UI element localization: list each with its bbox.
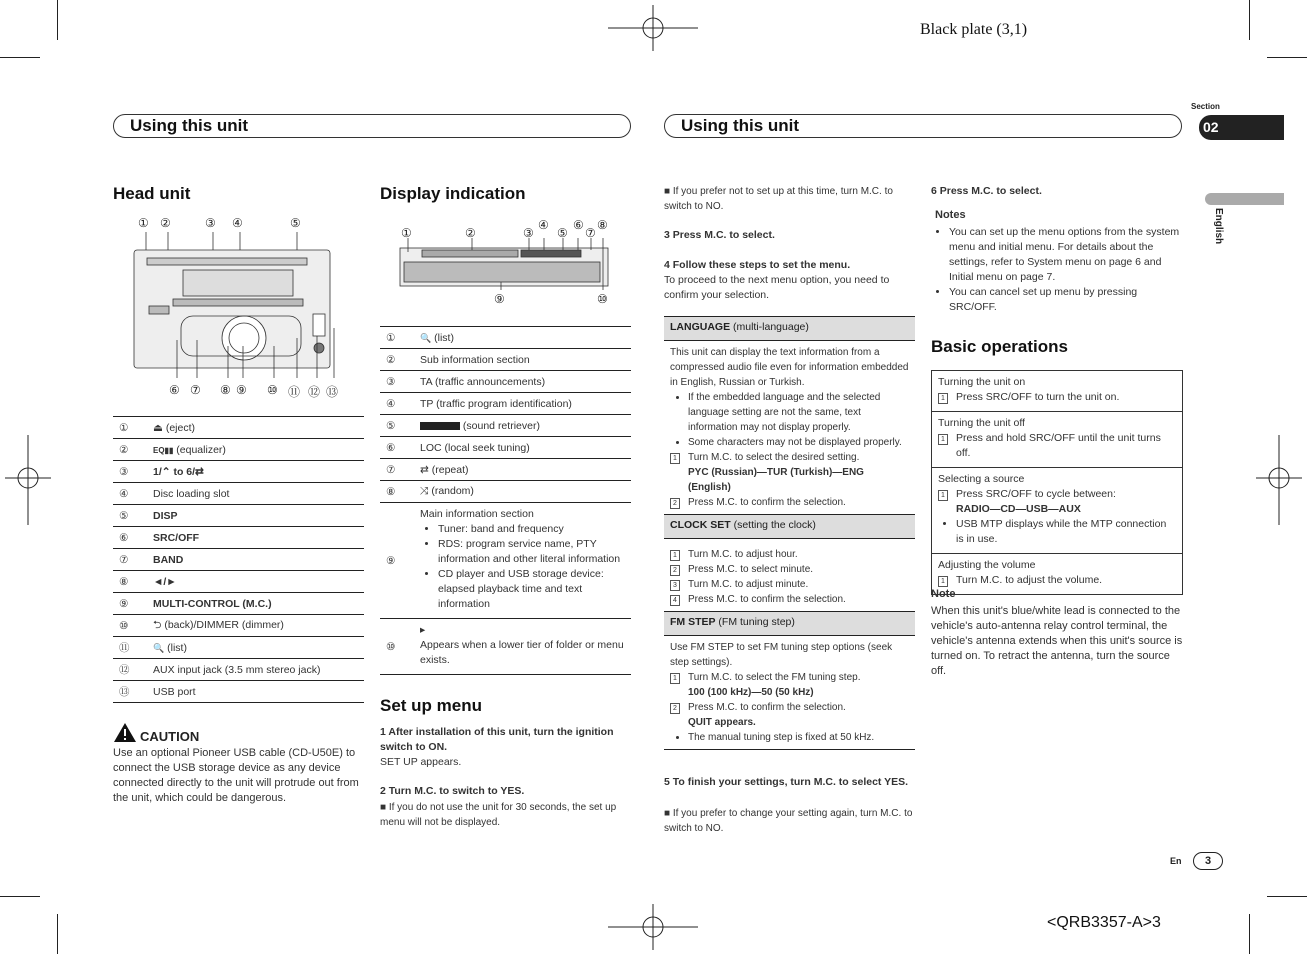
main-info-bullets: • Tuner: band and frequency • RDS: program service name, PTY information and other literal information • CD player and USB storage device: elapsed playback time and text information	[420, 522, 631, 612]
setup-note-top: ■ If you prefer not to set up at this time, turn M.C. to switch to NO.	[664, 186, 893, 212]
table-row: ⑬ USB port	[113, 681, 364, 703]
crop-mark	[1249, 914, 1250, 954]
display-indication-title: Display indication	[380, 184, 526, 203]
setup-step2: 2 Turn M.C. to switch to YES.	[380, 785, 525, 797]
display-items-table	[380, 326, 631, 675]
table-row: ② Sub information section	[380, 349, 631, 371]
section-number: 02	[1203, 119, 1219, 135]
callout: ⑧	[220, 383, 231, 397]
lower-tier-icon: ▸	[420, 624, 426, 636]
callout: ⑪	[288, 385, 301, 399]
callout: ⑬	[326, 385, 339, 399]
notes-list: • You can set up the menu options from the system menu and initial menu. For details about the settings, refer to System menu on page 6 and Initial menu on page 7. • You can cancel set up menu by pressing SRC/OFF.	[931, 225, 1181, 315]
crop-mark	[57, 0, 58, 40]
list-search-icon: 🔍	[420, 332, 432, 343]
head-unit-parts-table	[113, 416, 364, 703]
table-row: ① ⏏ (eject)	[113, 417, 364, 439]
left-page-header: Using this unit	[113, 114, 631, 138]
table-row: ⑨ MULTI-CONTROL (M.C.)	[113, 593, 364, 615]
basic-operations-box	[931, 370, 1183, 595]
crop-mark	[1267, 896, 1307, 897]
note-square-icon: ■	[664, 808, 673, 819]
language-heading: LANGUAGE (multi-language)	[664, 316, 915, 341]
table-row: ④ Disc loading slot	[113, 483, 364, 505]
setup-step2-note: ■ If you do not use the unit for 30 seconds, the set up menu will not be displayed.	[380, 802, 617, 828]
table-row: ⑫ AUX input jack (3.5 mm stereo jack)	[113, 659, 364, 681]
callout: ④	[538, 218, 549, 232]
registration-mark-left	[5, 435, 51, 525]
eject-icon: ⏏	[153, 421, 163, 434]
setup-step5: 5 To finish your settings, turn M.C. to select YES.	[664, 776, 909, 788]
sound-retriever-icon	[420, 422, 460, 430]
callout: ⑥	[573, 218, 584, 232]
callout: ②	[160, 216, 171, 230]
random-icon: ⤨	[420, 485, 429, 497]
callout: ⑤	[557, 226, 568, 240]
callout: ⑨	[236, 383, 247, 397]
setup-step4: 4 Follow these steps to set the menu.	[664, 259, 851, 271]
callout: ⑩	[267, 383, 278, 397]
callout: ⑥	[169, 383, 180, 397]
setup-step4-text: To proceed to the next menu option, you need to confirm your selection.	[664, 274, 890, 301]
equalizer-icon: EQ▮▮	[153, 445, 174, 455]
table-row: ⑦ ⇄ (repeat)	[380, 459, 631, 481]
main-info-title: Main information section	[420, 508, 534, 520]
caution-text: Use an optional Pioneer USB cable (CD-U50E) to connect the USB storage device as any device connected directly to the unit will protrude out from the unit, which could be dangerous.	[113, 747, 359, 804]
crop-mark	[1249, 0, 1250, 40]
table-row: ⑤ DISP	[113, 505, 364, 527]
table-row: ⑥ SRC/OFF	[113, 527, 364, 549]
clock-set-body: 1 Turn M.C. to adjust hour. 2 Press M.C. to select minute. 3 Turn M.C. to adjust minute. 4 Press M.C. to confirm the selection.	[664, 539, 915, 611]
registration-mark-right	[1256, 435, 1302, 525]
callout: ③	[205, 216, 216, 230]
note-title: Note	[931, 588, 956, 600]
language-body: This unit can display the text information from a compressed audio file even for information embedded in English, Russian or Turkish. • If the embedded language and the selected language setting are not the same, text information may not display properly. • Some characters may not be displayed properly. 1 Turn M.C. to select the desired setting. PYC (Russian)—TUR (Turkish)—ENG (English) 2 Press M.C. to confirm the selection.	[664, 341, 915, 514]
callout: ⑨	[494, 292, 505, 306]
table-row: ⑧ ◄/►	[113, 571, 364, 593]
repeat-icon: ⇄	[420, 463, 429, 476]
plate-label: Black plate (3,1)	[920, 21, 1028, 38]
set-up-menu-title: Set up menu	[380, 696, 483, 715]
table-row: ⑩ ⮌ (back)/DIMMER (dimmer)	[113, 615, 364, 637]
setup-step6: 6 Press M.C. to select.	[931, 185, 1042, 197]
page-language: En	[1170, 856, 1182, 866]
callout: ①	[401, 226, 412, 240]
table-row: ⑥ LOC (local seek tuning)	[380, 437, 631, 459]
registration-mark-bottom	[608, 904, 698, 950]
table-row: ⑪ 🔍 (list)	[113, 637, 364, 659]
caution-title: CAUTION	[140, 729, 200, 744]
section-tab	[1199, 115, 1284, 140]
head-unit-illustration	[133, 228, 343, 378]
table-row: ⑧ ⤨ (random)	[380, 481, 631, 503]
language-tab: English	[1213, 208, 1224, 245]
basic-op-select-source: Selecting a source 1 Press SRC/OFF to cycle between: RADIO—CD—USB—AUX • USB MTP displays while the MTP connection is in use.	[932, 468, 1182, 554]
table-row: ① 🔍 (list)	[380, 327, 631, 349]
basic-op-turn-on: Turning the unit on 1 Press SRC/OFF to turn the unit on.	[932, 371, 1182, 412]
caution-warning-icon	[113, 722, 137, 743]
basic-op-turn-off: Turning the unit off 1 Press and hold SRC/OFF until the unit turns off.	[932, 412, 1182, 468]
table-row: ⑨ Main information section • Tuner: band and frequency • RDS: program service name, PTY information and other literal information • CD player and USB storage device: elapsed playback time and text information	[380, 503, 631, 619]
basic-operations-title: Basic operations	[931, 337, 1068, 356]
callout: ③	[523, 226, 534, 240]
note-text: When this unit's blue/white lead is connected to the vehicle's auto-antenna relay control terminal, the vehicle's antenna extends when this unit's source is turned on. To retract the antenna, turn the source off.	[931, 605, 1183, 677]
setup-step5-note: ■ If you prefer to change your setting again, turn M.C. to switch to NO.	[664, 808, 913, 834]
document-code: <QRB3357-A>3	[1047, 914, 1161, 931]
table-row: ④ TP (traffic program identification)	[380, 393, 631, 415]
callout: ⑫	[308, 385, 321, 399]
clock-set-heading: CLOCK SET (setting the clock)	[664, 514, 915, 539]
crop-mark	[57, 914, 58, 954]
language-tab-bar	[1205, 193, 1284, 205]
table-row: ⑤ (sound retriever)	[380, 415, 631, 437]
crop-mark	[0, 896, 40, 897]
crop-mark	[0, 57, 40, 58]
notes-title: Notes	[935, 209, 966, 221]
basic-op-volume: Adjusting the volume 1 Turn M.C. to adjust the volume.	[938, 559, 1103, 586]
callout: ④	[232, 216, 243, 230]
callout: ⑤	[290, 216, 301, 230]
callout: ⑩	[597, 292, 608, 306]
table-row: ③ 1/⌃ to 6/⇄	[113, 461, 364, 483]
section-label: Section	[1191, 102, 1220, 111]
back-icon: ⮌	[153, 618, 162, 631]
crop-mark	[1267, 57, 1307, 58]
callout: ⑧	[597, 218, 608, 232]
table-row: ② EQ▮▮ (equalizer)	[113, 439, 364, 461]
callout: ⑦	[585, 226, 596, 240]
table-row: ⑦ BAND	[113, 549, 364, 571]
registration-mark-top	[608, 5, 698, 51]
callout: ①	[138, 216, 149, 230]
head-unit-title: Head unit	[113, 184, 191, 203]
table-row: ③ TA (traffic announcements)	[380, 371, 631, 393]
fm-step-heading: FM STEP (FM tuning step)	[664, 611, 915, 636]
fm-step-body: Use FM STEP to set FM tuning step options (seek step settings). 1 Turn M.C. to select the FM tuning step. 100 (100 kHz)—50 (50 kHz) 2 Press M.C. to confirm the selection. QUIT appears. • The manual tuning step is fixed at 50 kHz.	[664, 636, 915, 750]
setup-step1-sub: SET UP appears.	[380, 756, 462, 768]
callout: ⑦	[190, 383, 201, 397]
page-number: 3	[1193, 852, 1223, 870]
note-square-icon: ■	[380, 802, 389, 813]
table-row: ⑩ ▸ Appears when a lower tier of folder or menu exists.	[380, 619, 631, 675]
callout: ②	[465, 226, 476, 240]
list-search-icon: 🔍	[153, 642, 165, 653]
setup-step3: 3 Press M.C. to select.	[664, 229, 775, 241]
right-page-header: Using this unit	[664, 114, 1182, 138]
settings-box	[664, 316, 915, 750]
display-illustration	[398, 238, 613, 290]
note-square-icon: ■	[664, 186, 673, 197]
setup-step1: 1 After installation of this unit, turn the ignition switch to ON.	[380, 726, 614, 753]
